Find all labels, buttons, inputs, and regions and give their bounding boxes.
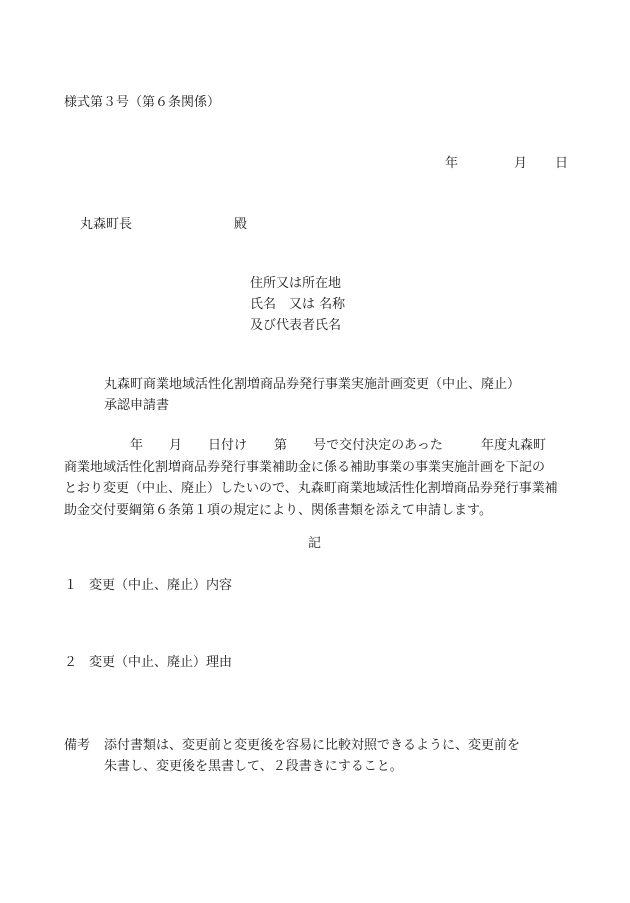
- applicant-address-label: 住所又は所在地: [250, 276, 342, 291]
- document-title-line1: 丸森町商業地域活性化割増商品券発行事業実施計画変更（中止、廃止）: [104, 377, 521, 392]
- applicant-name-label: 氏名 又は 名称: [250, 297, 346, 312]
- item-1-number: １: [64, 578, 78, 593]
- note-text-1: 添付書類は、変更前と変更後を容易に比較対照できるように、変更前を: [104, 738, 521, 753]
- item-1: [64, 578, 232, 594]
- addressee-name: 丸森町長: [80, 217, 133, 232]
- date-day: 日: [555, 156, 569, 171]
- body-year: 年: [130, 438, 144, 453]
- ki-heading: 記: [308, 536, 322, 551]
- addressee-honorific: 殿: [234, 217, 248, 232]
- body-row-2: 商業地域活性化割増商品券発行事業補助金に係る補助事業の事業実施計画を下記の: [64, 459, 546, 475]
- form-number: 様式第３号（第６条関係）: [64, 95, 221, 110]
- item-2-label: 変更（中止、廃止）理由: [89, 655, 233, 670]
- body-row-4: 助金交付要綱第６条第１項の規定により、関係書類を添えて申請します。: [64, 502, 492, 518]
- item-2: [64, 655, 232, 671]
- date-line: [445, 156, 568, 172]
- note-line-1: [64, 738, 520, 754]
- body-dai: 第: [274, 438, 288, 453]
- addressee: [80, 217, 247, 233]
- item-1-label: 変更（中止、廃止）内容: [89, 578, 233, 593]
- body-fiscal-year: 年度丸森町: [480, 438, 546, 453]
- document-title-line2: 承認申請書: [104, 398, 170, 413]
- body-number-rest: 号で交付決定のあった: [313, 438, 443, 453]
- note-label: 備考: [64, 738, 91, 753]
- note-line-2: 朱書し、変更後を黒書して、２段書きにすること。: [104, 759, 403, 774]
- body-dated: 日付け: [208, 438, 248, 453]
- applicant-representative-label: 及び代表者氏名: [250, 318, 342, 333]
- date-month: 月: [514, 156, 528, 171]
- body-month: 月: [169, 438, 183, 453]
- body-row-3: とおり変更（中止、廃止）したいので、丸森町商業地域活性化割増商品券発行事業補: [64, 481, 558, 496]
- date-year: 年: [445, 156, 459, 171]
- body-row-1: [64, 435, 574, 457]
- body-paragraph: [64, 435, 574, 521]
- item-2-number: ２: [64, 655, 78, 670]
